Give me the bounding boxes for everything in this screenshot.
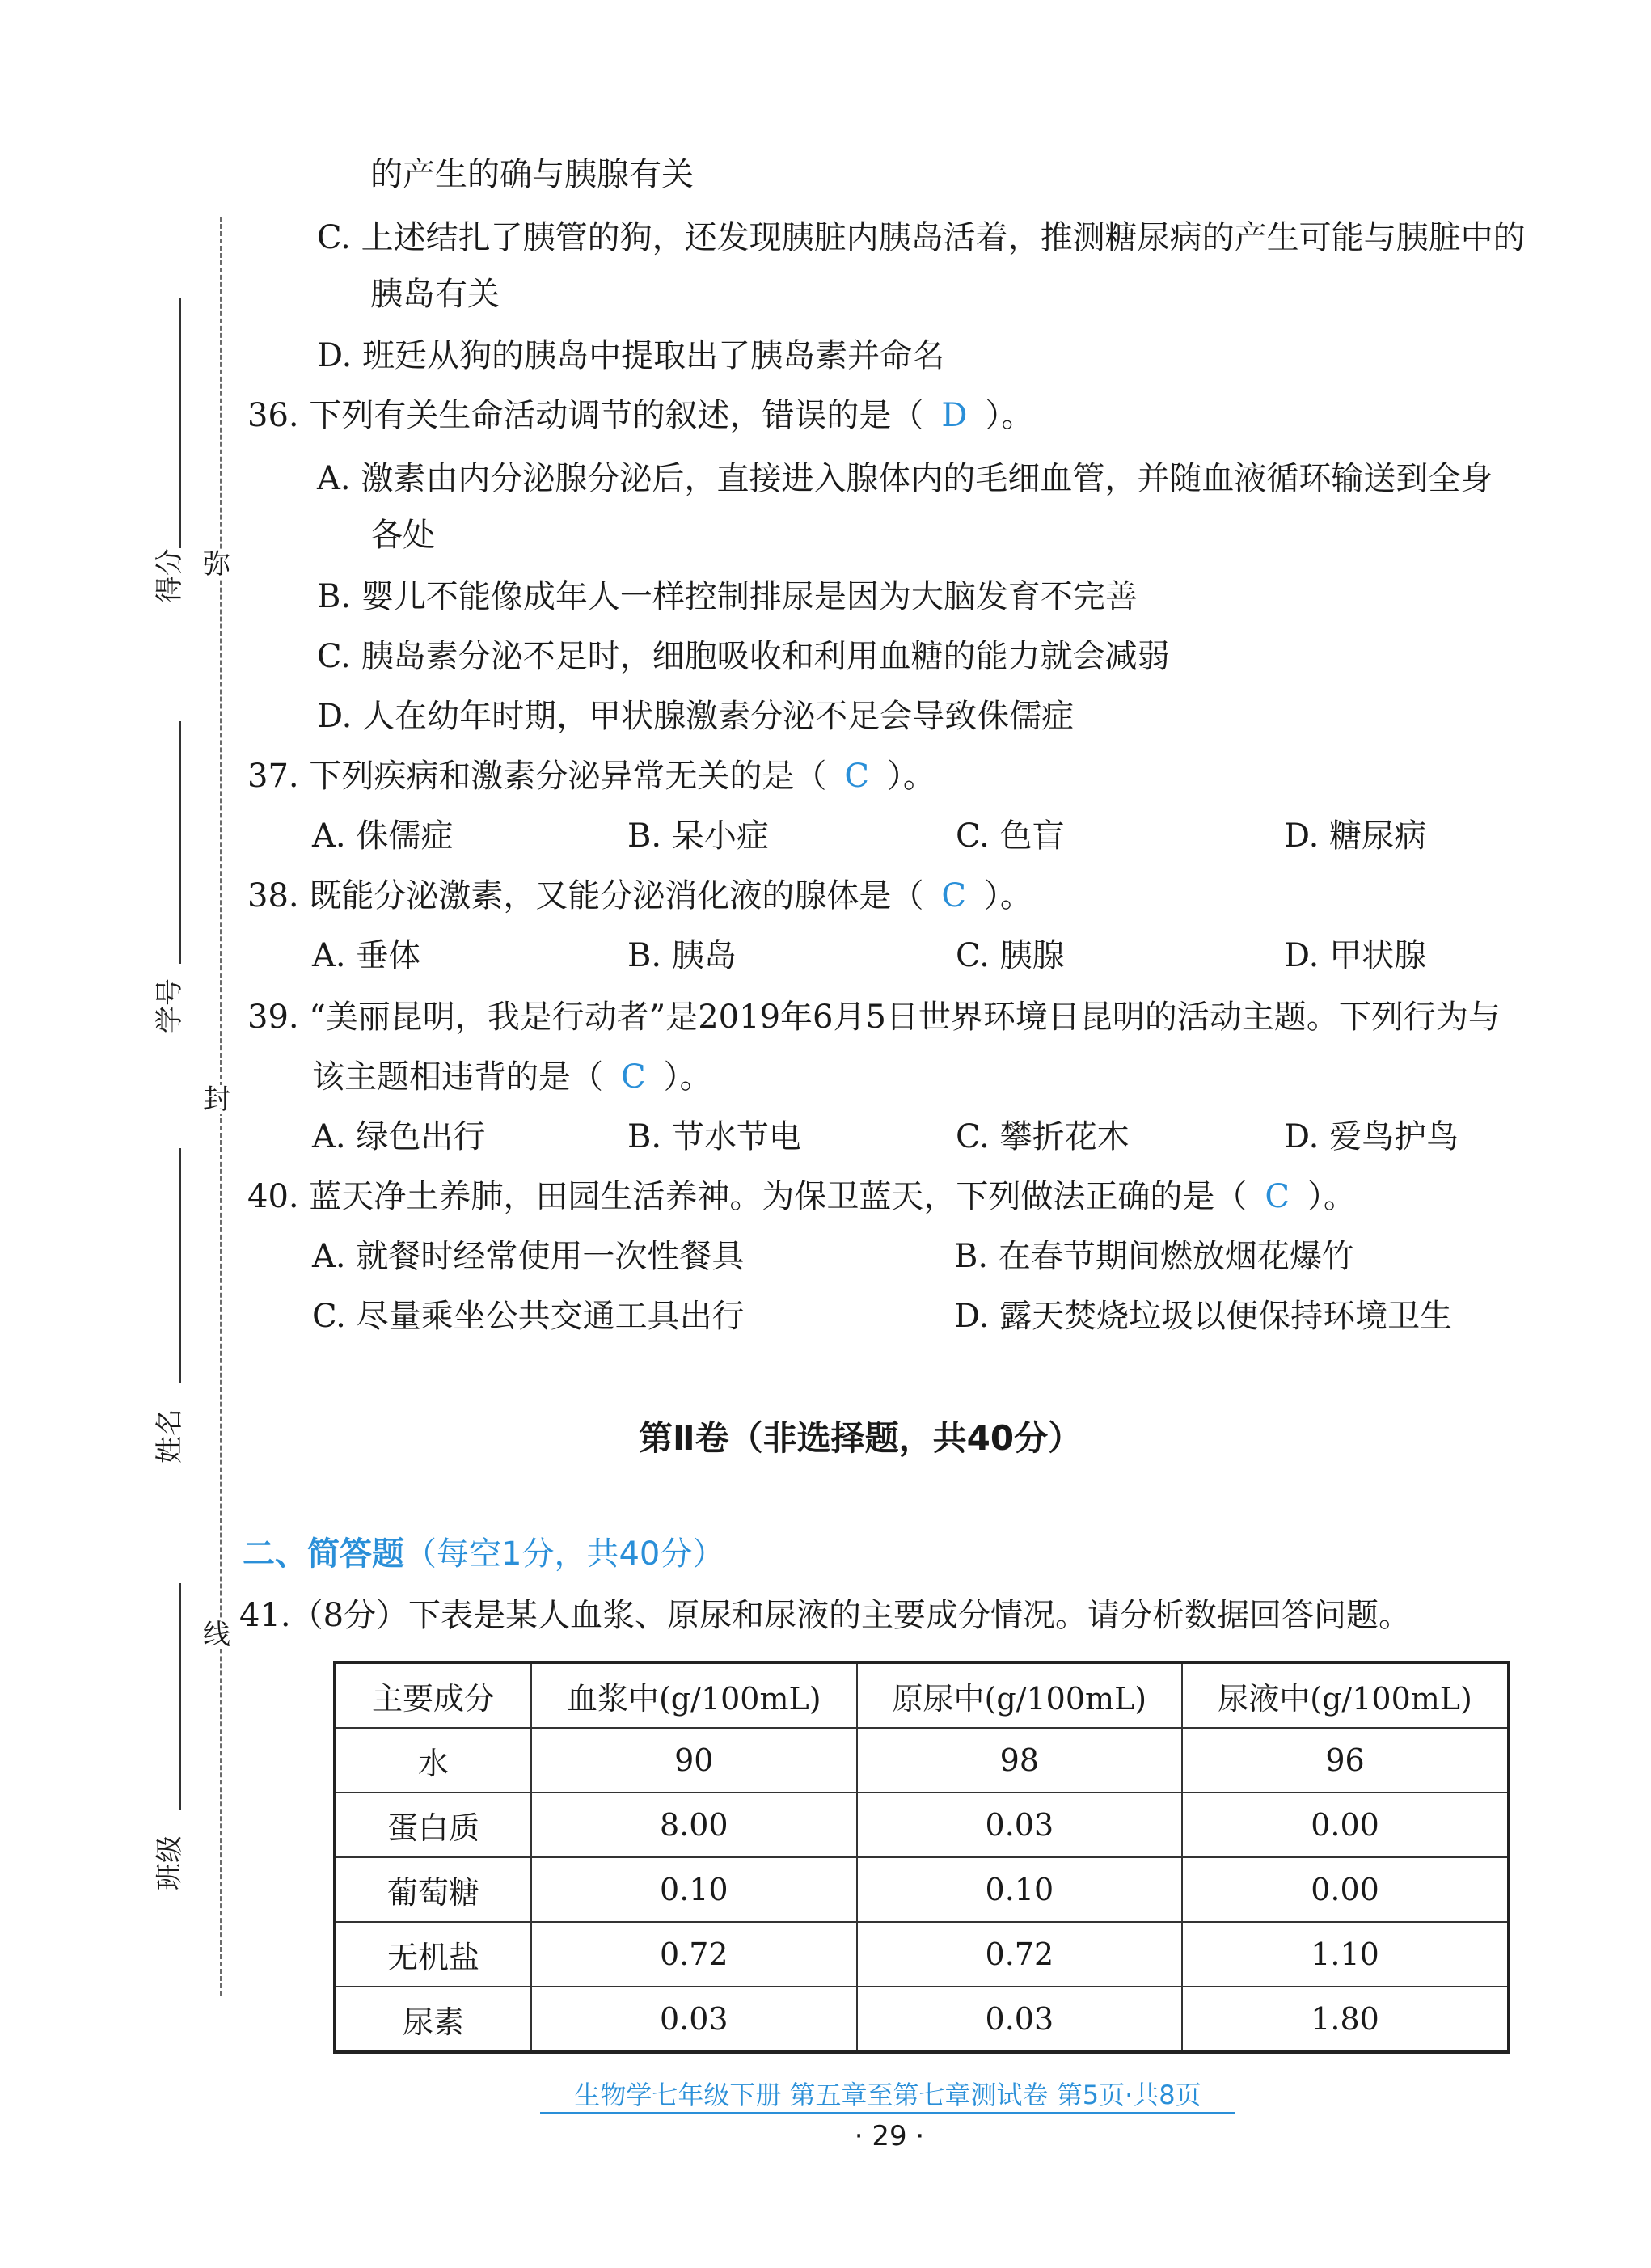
table-cell: 0.10: [531, 1857, 857, 1922]
table-cell: 98: [857, 1728, 1183, 1793]
q37-option-b: B. 呆小症: [627, 817, 769, 855]
table-cell: 蛋白质: [335, 1793, 531, 1857]
q38-option-b: B. 胰岛: [627, 937, 737, 974]
table-header-row: [335, 1662, 1509, 1728]
q39-option-a: A. 绿色出行: [312, 1118, 486, 1155]
q40-option-d: D. 露天焚烧垃圾以便保持环境卫生: [954, 1298, 1453, 1335]
q36-option-c: C. 胰岛素分泌不足时，细胞吸收和利用血糖的能力就会减弱: [317, 638, 1170, 675]
table-cell: 0.72: [857, 1922, 1183, 1987]
table-cell: 90: [531, 1728, 857, 1793]
table-cell: 0.72: [531, 1922, 857, 1987]
section2-note: （每空1分，共40分）: [404, 1535, 725, 1573]
table-cell: 0.10: [857, 1857, 1183, 1922]
q38-stem-end: ）。: [983, 877, 1032, 914]
composition-table: [333, 1661, 1510, 2054]
q40-option-a: A. 就餐时经常使用一次性餐具: [312, 1238, 745, 1275]
section2-title: 二、简答题: [243, 1535, 404, 1573]
q40-answer: C: [1265, 1178, 1290, 1215]
q38-answer: C: [941, 877, 966, 914]
table-header-cell: 血浆中(g/100mL): [531, 1662, 857, 1728]
table-cell: 无机盐: [335, 1922, 531, 1987]
q36-option-a-line1: A. 激素由内分泌腺分泌后，直接进入腺体内的毛细血管，并随血液循环输送到全身: [317, 460, 1493, 497]
q35-option-d: D. 班廷从狗的胰岛中提取出了胰岛素并命名: [317, 337, 945, 374]
q38-option-d: D. 甲状腺: [1284, 937, 1427, 974]
table-cell: 0.03: [857, 1793, 1183, 1857]
student-id-blank-line: [179, 721, 181, 964]
q36-option-a-line2: 各处: [370, 517, 435, 554]
q37-option-a: A. 侏儒症: [312, 817, 454, 855]
q41-stem: 41.（8分）下表是某人血浆、原尿和尿液的主要成分情况。请分析数据回答问题。: [239, 1597, 1412, 1634]
q37-stem-text: 37. 下列疾病和激素分泌异常无关的是（: [247, 758, 827, 795]
table-cell: 尿素: [335, 1987, 531, 2052]
q38-option-a: A. 垂体: [312, 937, 421, 974]
seal-char-mi: 弥: [201, 550, 233, 579]
table-cell: 1.80: [1182, 1987, 1509, 2052]
class-blank-line: [179, 1583, 181, 1810]
q37-option-d: D. 糖尿病: [1284, 817, 1427, 855]
label-class: 班级: [154, 1835, 186, 1890]
part2-title: 第Ⅱ卷（非选择题，共40分）: [639, 1418, 1083, 1458]
q35-option-c-line1: C. 上述结扎了胰管的狗，还发现胰脏内胰岛活着，推测糖尿病的产生可能与胰脏中的: [317, 219, 1526, 256]
q40-stem-end: ）。: [1307, 1178, 1356, 1215]
q40-option-c: C. 尽量乘坐公共交通工具出行: [312, 1298, 745, 1335]
q37-option-c: C. 色盲: [956, 817, 1065, 855]
q35-b-continuation: 的产生的确与胰腺有关: [370, 156, 694, 193]
q39-stem-line1: 39. “美丽昆明，我是行动者”是2019年6月5日世界环境日昆明的活动主题。下列行为与: [247, 999, 1501, 1036]
q40-option-b: B. 在春节期间燃放烟花爆竹: [954, 1238, 1354, 1275]
q39-option-b: B. 节水节电: [627, 1118, 801, 1155]
q36-option-b: B. 婴儿不能像成年人一样控制排尿是因为大脑发育不完善: [317, 578, 1138, 615]
q36-stem-text: 36. 下列有关生命活动调节的叙述，错误的是（: [247, 397, 924, 434]
table-cell: 水: [335, 1728, 531, 1793]
section2-heading: [243, 1535, 725, 1573]
q36-stem: [247, 399, 1033, 432]
q38-stem: [247, 877, 1032, 914]
table-cell: 0.03: [857, 1987, 1183, 2052]
table-cell: 0.00: [1182, 1857, 1509, 1922]
q37-answer: C: [844, 758, 869, 795]
table-row: [335, 1922, 1509, 1987]
q39-answer: C: [621, 1058, 646, 1096]
name-blank-line: [179, 1148, 181, 1383]
q40-stem-text: 40. 蓝天净土养肺，田园生活养神。为保卫蓝天，下列做法正确的是（: [247, 1178, 1248, 1215]
page-footer: 生物学七年级下册 第五章至第七章测试卷 第5页·共8页: [540, 2081, 1235, 2114]
table-row: [335, 1793, 1509, 1857]
q38-stem-text: 38. 既能分泌激素，又能分泌消化液的腺体是（: [247, 877, 924, 914]
q38-option-c: C. 胰腺: [956, 937, 1065, 974]
label-student-id: 学号: [154, 978, 186, 1033]
table-cell: 0.00: [1182, 1793, 1509, 1857]
table-header-cell: 主要成分: [335, 1662, 531, 1728]
page-number: · 29 ·: [854, 2120, 925, 2152]
seal-char-feng: 封: [201, 1085, 233, 1114]
table-cell: 8.00: [531, 1793, 857, 1857]
q35-option-c-line2: 胰岛有关: [370, 276, 500, 313]
q37-stem-end: ）。: [886, 758, 935, 795]
label-name: 姓名: [154, 1409, 186, 1463]
table-cell: 1.10: [1182, 1922, 1509, 1987]
q40-stem: [247, 1180, 1356, 1213]
table-cell: 96: [1182, 1728, 1509, 1793]
q36-answer: D: [941, 397, 968, 434]
table-cell: 葡萄糖: [335, 1857, 531, 1922]
score-blank-line: [179, 298, 181, 548]
table-header-cell: 尿液中(g/100mL): [1182, 1662, 1509, 1728]
q36-stem-end: ）。: [985, 397, 1034, 434]
q39-option-c: C. 攀折花木: [956, 1118, 1130, 1155]
table-cell: 0.03: [531, 1987, 857, 2052]
q39-stem-line2: [312, 1058, 712, 1096]
seal-char-xian: 线: [201, 1620, 233, 1649]
table-row: [335, 1857, 1509, 1922]
q39-stem-text: 该主题相违背的是（: [312, 1058, 603, 1096]
q36-option-d: D. 人在幼年时期，甲状腺激素分泌不足会导致侏儒症: [317, 698, 1075, 735]
table-row: [335, 1728, 1509, 1793]
table-header-cell: 原尿中(g/100mL): [857, 1662, 1183, 1728]
table-row: [335, 1987, 1509, 2052]
q39-option-d: D. 爱鸟护鸟: [1284, 1118, 1459, 1155]
label-score: 得分: [154, 548, 186, 603]
q39-stem-end: ）。: [663, 1058, 712, 1096]
q37-stem: [247, 758, 935, 795]
